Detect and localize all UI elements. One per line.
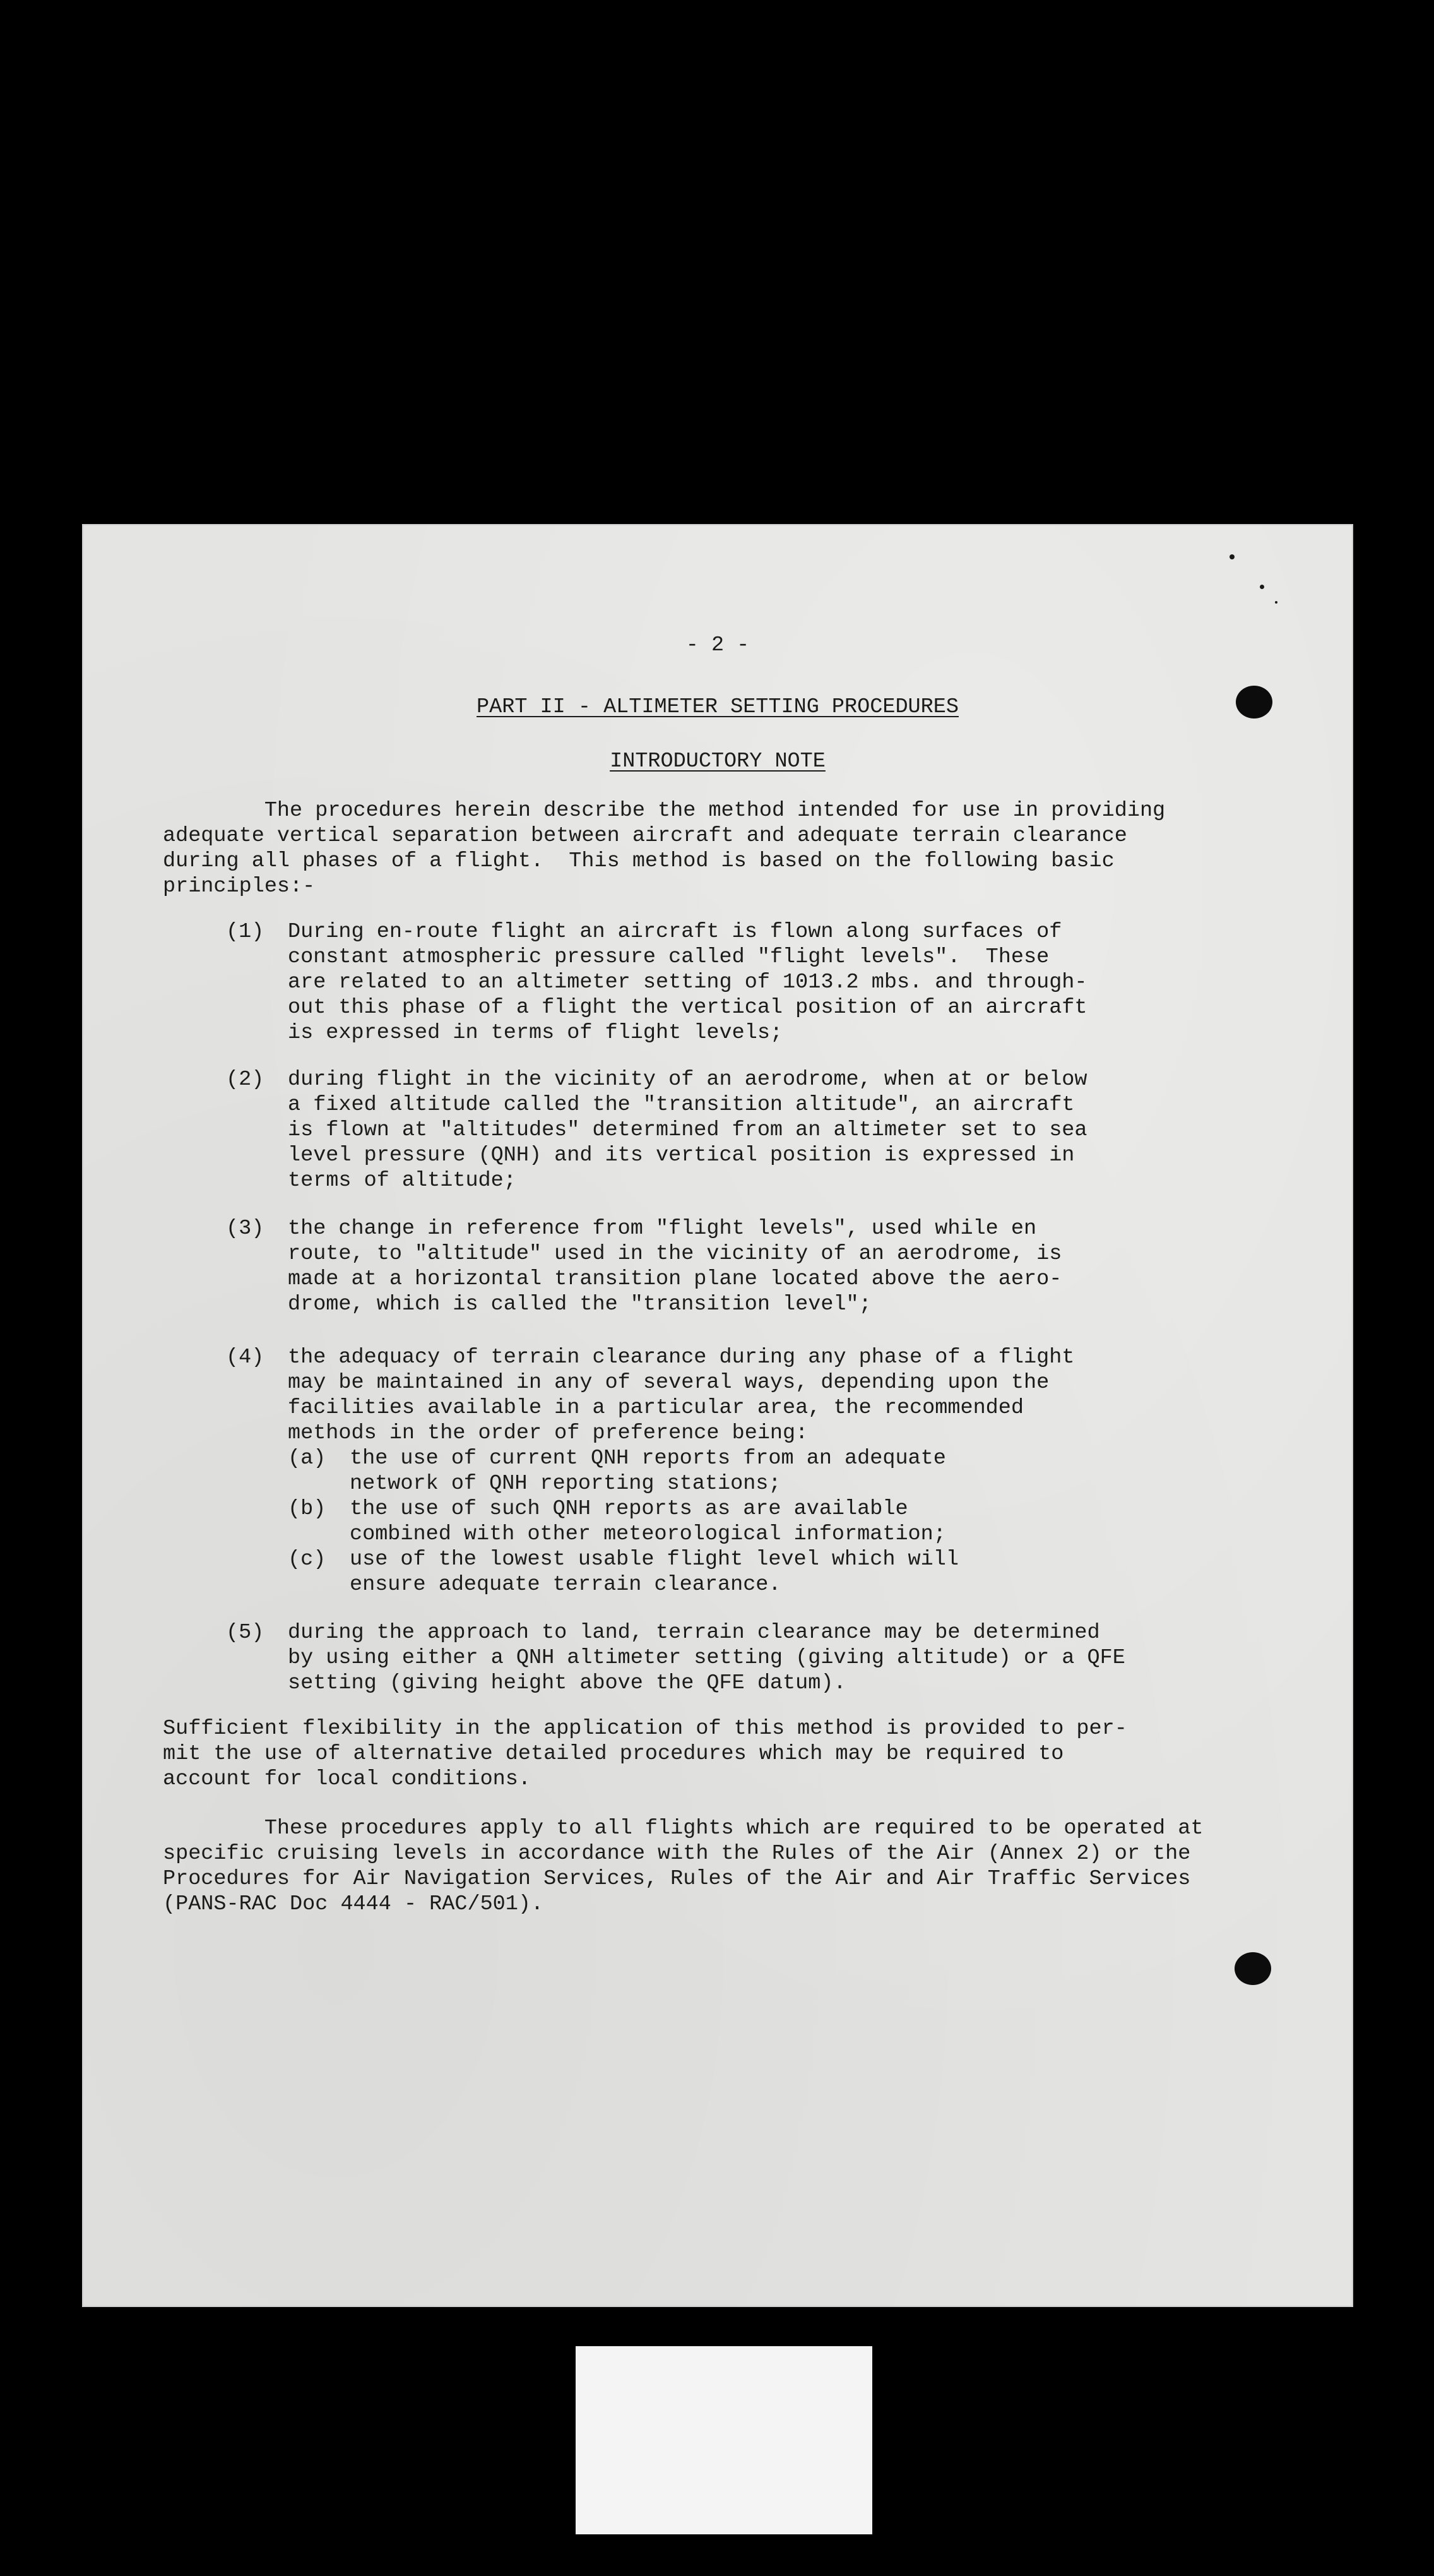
intro-line: during all phases of a flight. This method is based on the following basic [163, 849, 1115, 873]
principle-line: setting (giving height above the QFE datum). [288, 1671, 846, 1695]
sub-item-line: ensure adequate terrain clearance. [350, 1573, 781, 1597]
flexibility-line: Sufficient flexibility in the application of this method is provided to per- [163, 1717, 1127, 1741]
principle-line: may be maintained in any of several ways, depending upon the [288, 1371, 1050, 1395]
flexibility-line: account for local conditions. [163, 1767, 531, 1791]
closing-line: specific cruising levels in accordance with the Rules of the Air (Annex 2) or the [163, 1842, 1191, 1866]
section-title: INTRODUCTORY NOTE [610, 749, 826, 773]
principle-line: level pressure (QNH) and its vertical position is expressed in [288, 1143, 1075, 1167]
principle-line: terms of altitude; [288, 1169, 516, 1193]
intro-line: The procedures herein describe the method intended for use in providing [163, 799, 1166, 823]
principle-line: made at a horizontal transition plane located above the aero- [288, 1267, 1062, 1291]
archive-label-card [576, 2346, 872, 2534]
principle-line: the adequacy of terrain clearance during any phase of a flight [288, 1345, 1075, 1369]
intro-line: adequate vertical separation between aircraft and adequate terrain clearance [163, 824, 1127, 848]
principle-line: during flight in the vicinity of an aerodrome, when at or below [288, 1068, 1087, 1092]
part-title: PART II - ALTIMETER SETTING PROCEDURES [477, 695, 959, 719]
principle-number: (2) [226, 1068, 264, 1092]
principle-line: During en-route flight an aircraft is flown along surfaces of [288, 920, 1062, 944]
sub-item-line: network of QNH reporting stations; [350, 1472, 781, 1496]
principle-line: are related to an altimeter setting of 1013.2 mbs. and through- [288, 970, 1087, 994]
principle-number: (4) [226, 1345, 264, 1369]
speck [1230, 554, 1235, 559]
principle-line: the change in reference from "flight levels", used while en [288, 1217, 1037, 1241]
speck [1260, 585, 1264, 589]
closing-line: (PANS-RAC Doc 4444 - RAC/501). [163, 1892, 544, 1916]
sub-item-line: combined with other meteorological information; [350, 1522, 946, 1546]
principle-line: is expressed in terms of flight levels; [288, 1021, 783, 1045]
principle-line: is flown at "altitudes" determined from an altimeter set to sea [288, 1118, 1087, 1142]
principle-line: drome, which is called the "transition level"; [288, 1292, 872, 1316]
closing-line: These procedures apply to all flights which are required to be operated at [163, 1816, 1204, 1840]
principle-number: (1) [226, 920, 264, 944]
sub-item-letter: (b) [288, 1497, 326, 1521]
page-number: - 2 - [685, 633, 750, 657]
flexibility-line: mit the use of alternative detailed procedures which may be required to [163, 1742, 1064, 1766]
principle-line: facilities available in a particular area, the recommended [288, 1396, 1024, 1420]
sub-item-letter: (a) [288, 1446, 326, 1470]
sub-item-line: the use of such QNH reports as are available [350, 1497, 908, 1521]
principle-line: during the approach to land, terrain clearance may be determined [288, 1621, 1100, 1645]
punch-hole [1236, 686, 1272, 719]
principle-number: (5) [226, 1621, 264, 1645]
sub-item-line: use of the lowest usable flight level which will [350, 1547, 959, 1571]
speck [1275, 601, 1277, 604]
sub-item-letter: (c) [288, 1547, 326, 1571]
principle-line: out this phase of a flight the vertical position of an aircraft [288, 996, 1087, 1020]
closing-line: Procedures for Air Navigation Services, Rules of the Air and Air Traffic Services [163, 1867, 1191, 1891]
principle-line: constant atmospheric pressure called "flight levels". These [288, 945, 1050, 969]
principle-number: (3) [226, 1217, 264, 1241]
principle-line: by using either a QNH altimeter setting (giving altitude) or a QFE [288, 1646, 1125, 1670]
sub-item-line: the use of current QNH reports from an adequate [350, 1446, 946, 1470]
principle-line: route, to "altitude" used in the vicinity of an aerodrome, is [288, 1242, 1062, 1266]
punch-hole [1235, 1952, 1271, 1985]
principle-line: methods in the order of preference being: [288, 1421, 809, 1445]
document-page [82, 524, 1353, 2307]
intro-line: principles:- [163, 874, 316, 898]
principle-line: a fixed altitude called the "transition altitude", an aircraft [288, 1093, 1075, 1117]
